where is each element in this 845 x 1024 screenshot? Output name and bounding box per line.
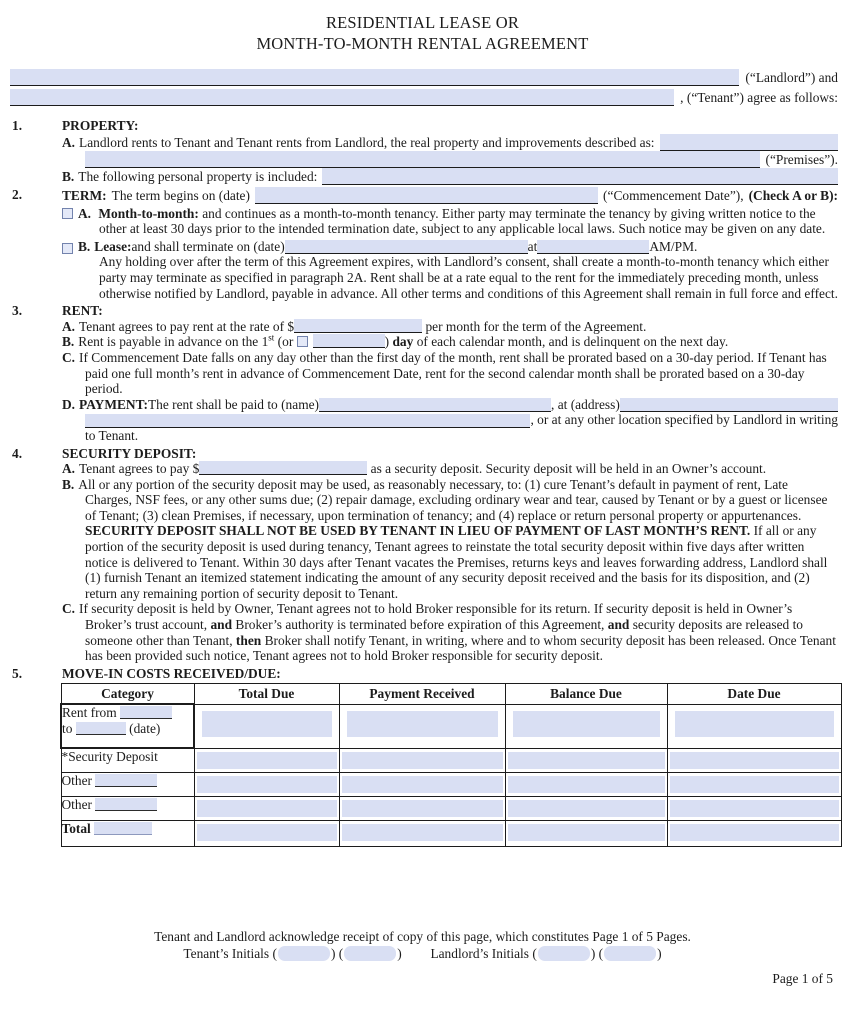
security-deposit-label: *Security Deposit	[61, 749, 158, 765]
item-label: A.	[62, 135, 76, 150]
page-title-line1: RESIDENTIAL LEASE OR	[325, 13, 520, 32]
commencement-date-label: (“Commencement Date”),	[603, 188, 744, 203]
lease-end-date-field[interactable]	[285, 240, 528, 254]
property-described-text: Landlord rents to Tenant and Tenant rents from Landlord, the real property and improvements described as:	[79, 135, 655, 150]
rent-category-cell	[61, 704, 194, 748]
col-header-payment-received: Payment Received	[339, 684, 505, 705]
section-security-deposit	[12, 446, 838, 664]
section-number: 3.	[12, 303, 23, 319]
payee-name-field[interactable]	[319, 398, 551, 412]
page-title	[0, 0, 845, 54]
total-payment-received-field[interactable]	[342, 824, 503, 841]
premises-label: (“Premises”).	[765, 152, 838, 167]
commencement-date-field[interactable]	[255, 187, 598, 204]
item-label: B.	[62, 334, 75, 350]
section-title: MOVE-IN COSTS RECEIVED/DUE:	[62, 665, 281, 681]
rent-rate-post: per month for the term of the Agreement.	[425, 318, 647, 334]
landlord-initials-field-2[interactable]	[604, 946, 656, 961]
other-1-label-field[interactable]	[95, 774, 157, 787]
item-label: B.	[78, 238, 91, 254]
rent-total-due-field[interactable]	[202, 711, 332, 737]
tenant-initials-field-1[interactable]	[278, 946, 330, 961]
landlord-initials-label: Landlord’s Initials	[430, 945, 529, 961]
payee-address-field[interactable]	[620, 398, 838, 412]
term-option-b	[62, 239, 838, 301]
section-number: 2.	[12, 186, 23, 202]
tenant-name-row	[10, 89, 838, 106]
rent-due-post: of each calendar month, and is delinquent on the next day.	[416, 334, 729, 350]
payment-pre: The rent shall be paid to (name)	[147, 396, 320, 412]
section-number: 5.	[12, 665, 23, 681]
section-title: RENT:	[62, 303, 103, 319]
section-title: SECURITY DEPOSIT:	[62, 445, 197, 461]
deposit-post: as a security deposit. Security deposit will be held in an Owner’s account.	[370, 461, 767, 477]
paren-close: )	[657, 945, 662, 961]
holding-over-text: Any holding over after the term of this Agreement expires, with Landlord’s consent, shall create a month-to-month tenancy which either party may terminate as specified in paragraph 2A. Rent shall be at a rate equal to the rent for the immediately preceding month, unless otherwise notified by Landlord, payable in advance. All other terms and conditions of this Agreement shall remain in full force and effect.	[99, 254, 838, 301]
rent-amount-field[interactable]	[294, 319, 422, 333]
rent-day-field[interactable]	[313, 334, 385, 348]
security-deposit-category-cell	[61, 748, 194, 772]
broker-text-2: Broker’s authority is terminated before expiration of this Agreement,	[232, 617, 608, 633]
other2-date-due-field[interactable]	[670, 800, 839, 817]
month-to-month-text: and continues as a month-to-month tenancy. Either party may terminate the tenancy by giving written notice to the other at least 30 days prior to the intended termination date, subject to any applicable local laws. Such notice may be given on any date.	[99, 205, 826, 237]
checkbox-month-to-month[interactable]	[62, 208, 73, 219]
tenant-initials-label: Tenant’s Initials	[183, 945, 270, 961]
paren-open: (	[532, 945, 537, 961]
total-label-field[interactable]	[94, 822, 152, 835]
term-begins-text: The term begins on (date)	[111, 188, 250, 203]
rent-day-checkbox[interactable]	[297, 336, 308, 347]
lease-label: Lease:	[94, 238, 132, 254]
personal-property-text: The following personal property is included:	[78, 169, 318, 184]
total-balance-due-field[interactable]	[508, 824, 665, 841]
rent-date-label: (date)	[129, 721, 161, 736]
other1-total-due-field[interactable]	[197, 776, 337, 793]
section-title: TERM:	[62, 188, 107, 203]
premises-description-field[interactable]	[660, 134, 838, 151]
other2-total-due-field[interactable]	[197, 800, 337, 817]
other1-label: Other	[61, 772, 92, 788]
tenant-name-field[interactable]	[10, 89, 674, 106]
ampm-label: AM/PM.	[649, 238, 698, 254]
deposit-total-due-field[interactable]	[197, 752, 337, 769]
tenant-label: , (“Tenant”) agree as follows:	[680, 90, 838, 106]
item-label: A.	[78, 205, 92, 221]
deposit-bold-text: SECURITY DEPOSIT SHALL NOT BE USED BY TENANT IN LIEU OF PAYMENT OF LAST MONTH’S RENT.	[85, 523, 751, 539]
section-title: PROPERTY:	[62, 118, 139, 133]
check-a-or-b-label: (Check A or B):	[748, 188, 838, 203]
total-date-due-field[interactable]	[670, 824, 839, 841]
item-label: D.	[62, 396, 76, 412]
item-label: B.	[62, 169, 75, 184]
section-number: 4.	[12, 445, 23, 461]
item-label: B.	[62, 476, 75, 492]
rent-payment-received-field[interactable]	[347, 711, 498, 737]
ordinal-suffix: st	[268, 332, 275, 343]
deposit-balance-due-field[interactable]	[508, 752, 665, 769]
rent-due-or: (or	[277, 334, 294, 350]
page-title-line2: MONTH-TO-MONTH RENTAL AGREEMENT	[256, 34, 589, 53]
lease-at-text: at	[527, 238, 538, 254]
move-in-costs-table	[60, 683, 842, 847]
rent-date-due-field[interactable]	[675, 711, 834, 737]
col-header-balance-due: Balance Due	[505, 684, 667, 705]
item-label: C.	[62, 601, 76, 617]
deposit-payment-received-field[interactable]	[342, 752, 503, 769]
deposit-use-text-1: All or any portion of the security deposit may be used, as reasonably necessary, to: (1) cure Tenant’s default in payment of rent, Late Charges, NSF fees, or any other sums due; (2) repair damage, excluding ordinary wear and tear, caused by Tenant or by a guest or licensee of Tenant; (3) clean Premises, if necessary, upon termination of tenancy; and (4) replace or return personal property or appurtenances.	[78, 476, 828, 523]
rent-due-pre: Rent is payable in advance on the 1	[78, 334, 269, 350]
item-label: C.	[62, 349, 76, 365]
broker-and-2: and	[607, 617, 630, 633]
section-move-in-costs	[12, 666, 838, 847]
personal-property-field[interactable]	[322, 168, 838, 185]
section-number: 1.	[12, 118, 23, 133]
broker-text-1: If security deposit is held by Owner, Tenant agrees not to hold Broker responsible for its return. If security deposit is held in Owner’s Broker’s trust account,	[79, 601, 793, 633]
payee-address-field-2[interactable]	[85, 414, 530, 428]
page-footer	[0, 929, 845, 961]
paren-open: (	[598, 945, 604, 961]
total-total-due-field[interactable]	[197, 824, 337, 841]
total-category-cell	[61, 820, 194, 846]
paren-close: )	[590, 945, 596, 961]
broker-text-4: Broker shall notify Tenant, in writing, where and to whom security deposit has been released. Once Tenant has been provided such notice, Tenant agrees not to hold Broker responsible for security deposit.	[85, 632, 836, 664]
deposit-use-text-2: If all or any portion of the security deposit is used during tenancy, Tenant agrees to reinstate the total security deposit within five days after written notice is delivered to Tenant. Within 30 days after Tenant vacates the Premises, returns keys and leaves forwarding address, Landlord shall (1) furnish Tenant an itemized statement indicating the amount of any security deposit received and the basis for its disposition, and (2) return any remaining portion of security deposit to Tenant.	[85, 523, 828, 601]
landlord-initials-field-1[interactable]	[538, 946, 590, 961]
section-term	[12, 187, 838, 302]
landlord-name-field[interactable]	[10, 69, 739, 86]
rent-balance-due-field[interactable]	[513, 711, 660, 737]
deposit-pre: Tenant agrees to pay $	[79, 461, 200, 477]
rent-to-label: to	[62, 721, 73, 736]
broker-text-3: security deposits are released to someone other than Tenant,	[85, 617, 803, 648]
section-rent	[12, 303, 838, 443]
other1-balance-due-field[interactable]	[508, 776, 665, 793]
rent-from-label: Rent from	[62, 705, 117, 721]
total-label: Total	[61, 820, 91, 836]
col-header-date-due: Date Due	[667, 684, 841, 705]
checkbox-lease[interactable]	[62, 243, 73, 254]
tenant-initials-field-2[interactable]	[344, 946, 396, 961]
item-label: A.	[62, 318, 76, 334]
security-deposit-amount-field[interactable]	[199, 461, 367, 475]
premises-description-field-2[interactable]	[85, 151, 760, 168]
broker-then: then	[235, 632, 262, 648]
lease-terminate-text: and shall terminate on (date)	[131, 238, 285, 254]
lease-end-time-field[interactable]	[537, 240, 649, 254]
col-header-category: Category	[61, 684, 194, 705]
acknowledgement-text: Tenant and Landlord acknowledge receipt of copy of this page, which constitutes Page 1 of 5 Pages.	[154, 928, 691, 944]
other1-payment-received-field[interactable]	[342, 776, 503, 793]
paren-close: )	[397, 945, 402, 961]
section-property	[12, 118, 838, 185]
col-header-total-due: Total Due	[194, 684, 339, 705]
landlord-label: (“Landlord”) and	[745, 70, 838, 86]
other2-payment-received-field[interactable]	[342, 800, 503, 817]
rent-from-date-field[interactable]	[120, 706, 172, 719]
payment-end: to Tenant.	[85, 427, 139, 443]
payment-post: , or at any other location specified by Landlord in writing	[530, 412, 838, 428]
other2-label: Other	[61, 796, 92, 812]
day-label: day	[392, 334, 414, 350]
other1-category-cell	[61, 772, 194, 796]
item-label: A.	[62, 461, 76, 477]
term-option-a	[62, 206, 838, 237]
payment-item	[62, 397, 838, 444]
payment-mid: , at (address)	[551, 396, 620, 412]
paren-open: (	[338, 945, 344, 961]
proration-text: If Commencement Date falls on any day other than the first day of the month, rent shall be prorated based on a 30-day period. If Tenant has paid one full month’s rent in advance of Commencement Date, rent for the second calendar month shall be prorated based on a 30-day period.	[79, 349, 827, 397]
other2-balance-due-field[interactable]	[508, 800, 665, 817]
broker-and-1: and	[210, 617, 233, 633]
rent-rate-pre: Tenant agrees to pay rent at the rate of $	[79, 318, 295, 334]
other2-category-cell	[61, 796, 194, 820]
landlord-name-row	[10, 69, 838, 86]
paren-open: (	[272, 945, 277, 961]
page-number: Page 1 of 5	[772, 971, 833, 987]
rent-to-date-field[interactable]	[76, 722, 126, 735]
other1-date-due-field[interactable]	[670, 776, 839, 793]
paren-close: )	[330, 945, 336, 961]
month-to-month-label: Month-to-month:	[98, 205, 199, 221]
paren-close: )	[384, 334, 390, 350]
deposit-date-due-field[interactable]	[670, 752, 839, 769]
payment-label: PAYMENT:	[79, 396, 148, 412]
other-2-label-field[interactable]	[95, 798, 157, 811]
